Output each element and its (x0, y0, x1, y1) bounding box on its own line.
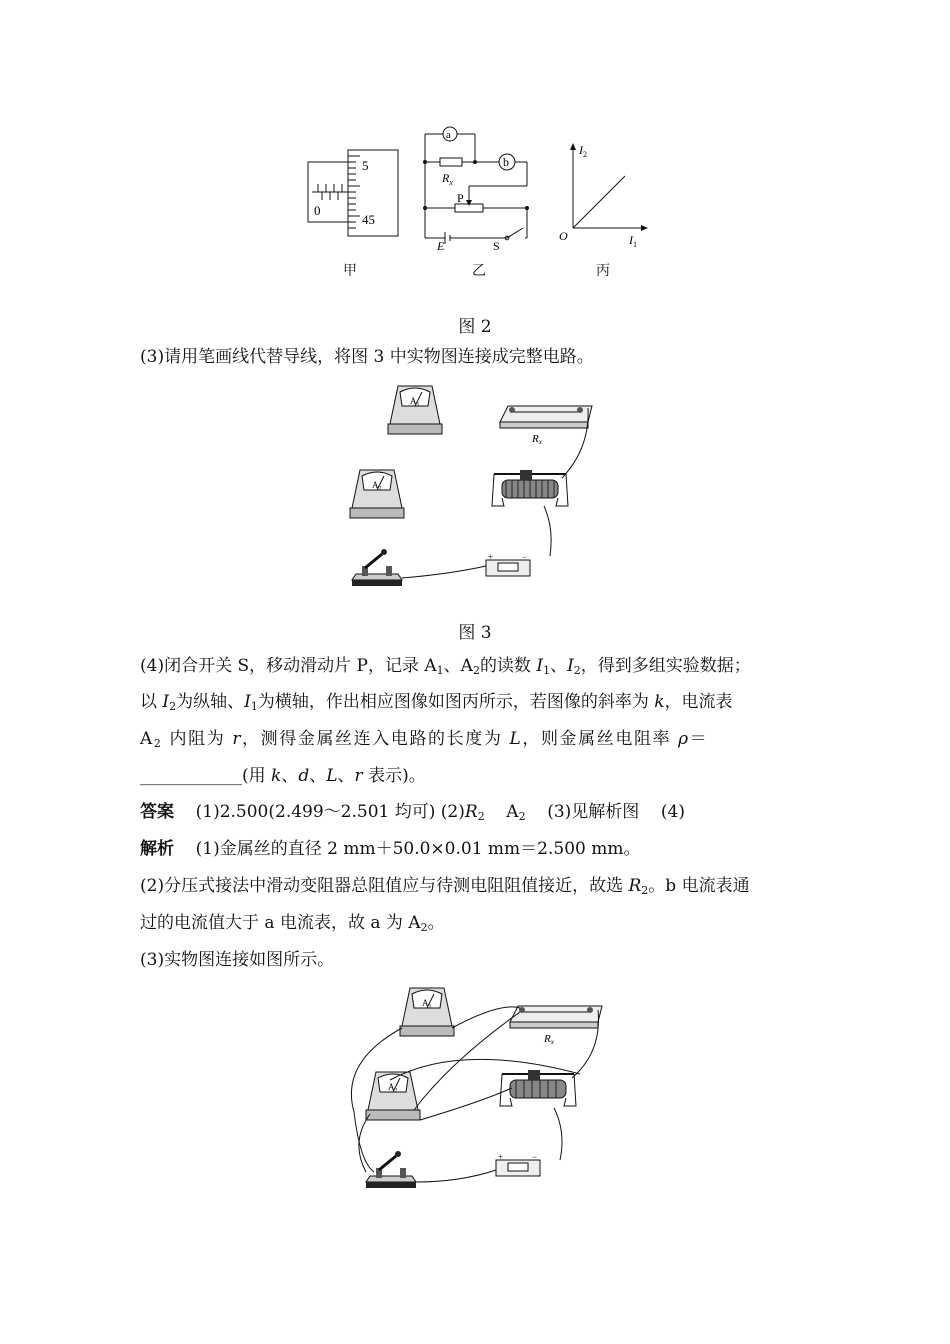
graph-x-label: $I_1$ (629, 233, 637, 249)
analysis-label: 解析 (140, 839, 174, 859)
ammeter-a1 (388, 386, 442, 434)
knife-switch (352, 549, 402, 586)
question-4-line-2: 以 $I_2$为纵轴、$I_1$为横轴，作出相应图像如图丙所示，若图像的斜率为 k，电流表 (140, 692, 733, 713)
thimble-5: 5 (362, 158, 369, 173)
thimble-45: 45 (362, 212, 375, 227)
circuit-diagram (415, 120, 545, 250)
svg-text:A1: $A_1$ (422, 998, 432, 1010)
graph-origin: O (559, 229, 568, 243)
ammeter-a2 (350, 470, 404, 518)
svg-text:A2: $A_2$ (372, 480, 382, 492)
figure-3-caption: 图 3 (458, 623, 492, 643)
question-4-line-3: $A_2$ 内阻为 r，测得金属丝连入电路的长度为 L，则金属丝电阻率 ρ＝ (140, 729, 709, 750)
panel-label-yi: 乙 (472, 263, 486, 279)
svg-text:−: − (532, 1152, 538, 1162)
rheostat (492, 470, 568, 506)
answer-label: 答案 (140, 802, 174, 822)
battery (486, 552, 530, 576)
question-3: (3)请用笔画线代替导线，将图 3 中实物图连接成完整电路。 (140, 347, 594, 367)
svg-text:+: + (488, 552, 494, 562)
answer-line: 答案 (1)2.500(2.499～2.501 均可) $(2)R_2$ $A_2$ (3)见解析图 (4) (140, 802, 685, 823)
answer-apparatus-figure (340, 982, 620, 1197)
panel-label-bing: 丙 (596, 263, 610, 279)
i2-i1-graph (555, 140, 650, 250)
micrometer-zero: 0 (314, 203, 321, 218)
question-4-line-4: ____________(用 k、d、L、r 表示)。 (140, 766, 426, 786)
resistor-rx-board (500, 406, 592, 446)
analysis-line-1: 解析 (1)金属丝的直径 2 mm＋50.0×0.01 mm＝2.500 mm。 (140, 839, 641, 859)
meter-a-label: a (446, 129, 451, 141)
svg-text:−: − (522, 552, 528, 562)
graph-y-label: $I_2$ (579, 143, 587, 159)
battery-label: E (437, 239, 445, 250)
analysis-line-3: 过的电流值大于 a 电流表，故 a 为 $A_2$。 (140, 913, 445, 934)
panel-label-jia: 甲 (343, 263, 357, 279)
figure-2-caption: 图 2 (458, 317, 492, 337)
switch-label: S (493, 239, 500, 250)
svg-text:A1: $A_1$ (410, 396, 420, 408)
svg-text:Rx: Rx (544, 1033, 554, 1046)
figure-3-apparatus (340, 378, 600, 598)
svg-text:+: + (498, 1152, 504, 1162)
micrometer-diagram (300, 120, 410, 250)
figure-2 (300, 120, 650, 285)
rx-label: $R_x$ (442, 171, 453, 187)
meter-b-label: b (503, 155, 509, 169)
svg-text:A2: $A_2$ (388, 1082, 398, 1094)
slider-label: P (457, 191, 464, 205)
svg-text:Rx: Rx (532, 433, 542, 446)
analysis-line-4: (3)实物图连接如图所示。 (140, 950, 335, 970)
analysis-line-2: (2)分压式接法中滑动变阻器总阻值应与待测电阻阻值接近，故选 $R_2$。b 电流表通 (140, 876, 750, 897)
question-4-line-1: (4)闭合开关 S，移动滑动片 P，记录 $A_1$、$A_2$的读数 $I_1$、$I_2$，得到多组实验数据； (140, 656, 751, 677)
